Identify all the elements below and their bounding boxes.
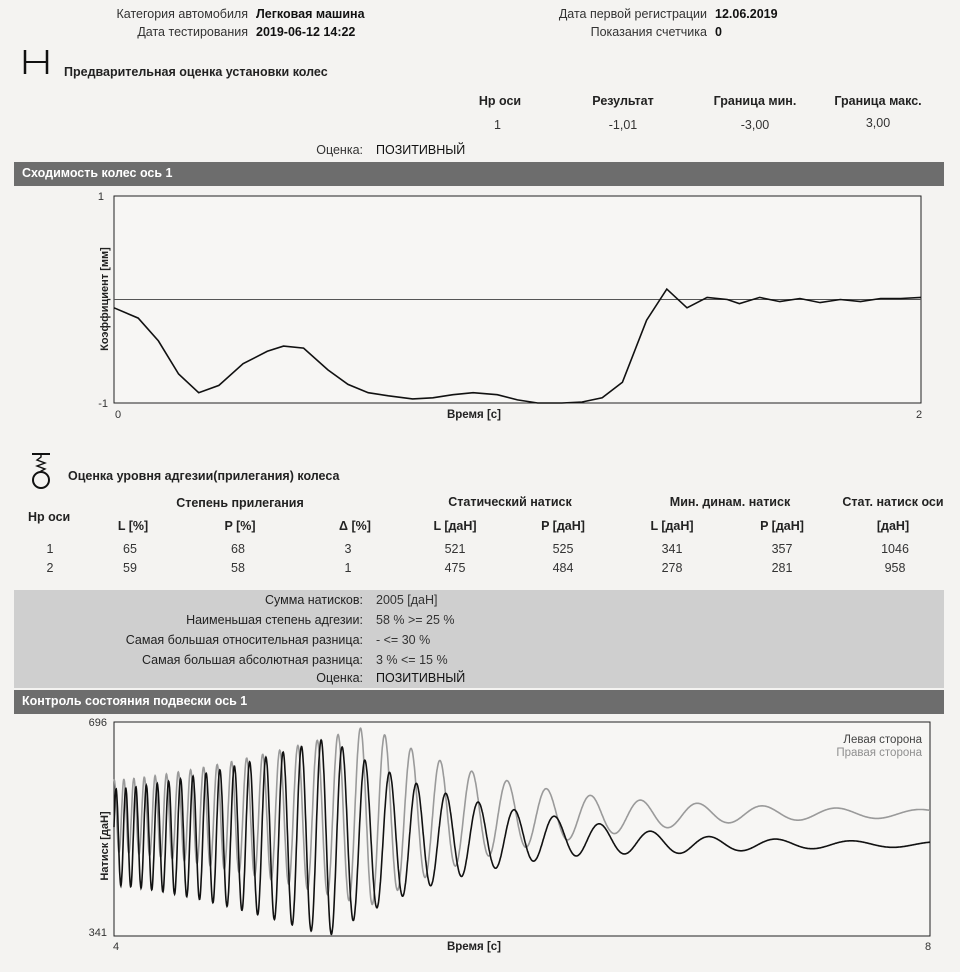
col-axle: Нр оси <box>478 94 522 108</box>
summary-value: 3 % <= 15 % <box>376 653 448 667</box>
summary-label: Самая большая относительная разница: <box>125 633 363 647</box>
adhesion-group-static: Статический натиск <box>448 495 572 509</box>
adhesion-cell: 58 <box>231 561 245 575</box>
suspension-chart-ylabel: Натиск [даН] <box>99 811 111 881</box>
toe-chart-xtick-right: 2 <box>915 409 923 421</box>
alignment-rating-label: Оценка: <box>316 143 363 157</box>
test-date-label: Дата тестирования <box>137 25 248 39</box>
summary-label: Самая большая абсолютная разница: <box>142 653 363 667</box>
alignment-rating-value: ПОЗИТИВНЫЙ <box>376 143 466 157</box>
suspension-band-title: Контроль состояния подвески ось 1 <box>22 694 248 708</box>
registration-value: 12.06.2019 <box>715 7 778 21</box>
adhesion-subheader: L [%] <box>117 519 149 533</box>
adhesion-cell: 3 <box>344 542 352 556</box>
adhesion-group-contact: Степень прилегания <box>176 496 304 510</box>
legend-left-side: Левая сторона <box>843 734 922 746</box>
adhesion-cell: 68 <box>231 542 245 556</box>
toe-chart <box>0 186 960 426</box>
adhesion-subheader: P [даН] <box>760 519 804 533</box>
suspension-chart-xtick-left: 4 <box>112 941 120 953</box>
summary-value: 2005 [даН] <box>376 593 438 607</box>
adhesion-cell: 484 <box>552 561 574 575</box>
adhesion-subheader: L [даН] <box>433 519 477 533</box>
suspension-chart-ytick-top: 696 <box>88 717 107 729</box>
adhesion-group-dynamic: Мин. динам. натиск <box>669 495 791 509</box>
cell-limit-max: 3,00 <box>865 116 891 130</box>
toe-chart-xlabel: Время [с] <box>446 409 502 421</box>
summary-label: Сумма натисков: <box>265 593 363 607</box>
col-limit-max: Граница макс. <box>834 94 922 108</box>
summary-rating-label: Оценка: <box>316 671 363 685</box>
cell-axle: 1 <box>494 118 501 132</box>
cell-limit-min: -3,00 <box>740 118 770 132</box>
alignment-band-title: Сходимость колес ось 1 <box>22 166 173 180</box>
adhesion-cell: 521 <box>444 542 466 556</box>
adhesion-cell: 525 <box>552 542 574 556</box>
summary-value: - <= 30 % <box>376 633 431 647</box>
odometer-value: 0 <box>715 25 722 39</box>
adhesion-col-axle: Нр оси <box>28 510 71 524</box>
adhesion-cell: 65 <box>123 542 137 556</box>
suspension-chart-xtick-right: 8 <box>924 941 932 953</box>
suspension-chart <box>0 714 960 970</box>
adhesion-cell: 281 <box>771 561 793 575</box>
adhesion-subheader: P [даН] <box>541 519 585 533</box>
adhesion-cell: 59 <box>123 561 137 575</box>
adhesion-title: Оценка уровня адгезии(прилегания) колеса <box>68 469 340 483</box>
adhesion-cell: 341 <box>661 542 683 556</box>
adhesion-cell: 278 <box>661 561 683 575</box>
summary-label: Наименьшая степень адгезии: <box>186 613 363 627</box>
cell-result: -1,01 <box>608 118 638 132</box>
adhesion-row-axle: 2 <box>46 561 54 575</box>
axle-icon <box>20 48 52 76</box>
summary-value: 58 % >= 25 % <box>376 613 455 627</box>
suspension-chart-ytick-bottom: 341 <box>88 927 107 939</box>
adhesion-group-axle-load: Стат. натиск оси <box>842 495 944 509</box>
toe-chart-ylabel: Коэффициент [мм] <box>99 247 111 351</box>
toe-chart-xtick-left: 0 <box>114 409 122 421</box>
col-result: Результат <box>592 94 654 108</box>
suspension-wheel-icon <box>28 452 54 490</box>
adhesion-cell: 1046 <box>881 542 909 556</box>
registration-label: Дата первой регистрации <box>558 7 707 21</box>
adhesion-cell: 357 <box>771 542 793 556</box>
adhesion-cell: 958 <box>884 561 906 575</box>
adhesion-subheader: Δ [%] <box>339 519 371 533</box>
suspension-chart-xlabel: Время [с] <box>446 941 502 953</box>
legend-right-side: Правая сторона <box>836 747 922 759</box>
category-label: Категория автомобиля <box>116 7 248 21</box>
adhesion-cell: 1 <box>344 561 352 575</box>
adhesion-subheader: [даН] <box>876 519 910 533</box>
odometer-label: Показания счетчика <box>590 25 707 39</box>
adhesion-subheader: L [даН] <box>650 519 694 533</box>
suspension-band <box>14 690 944 714</box>
test-date-value: 2019-06-12 14:22 <box>256 25 356 39</box>
alignment-band <box>14 162 944 186</box>
summary-rating-value: ПОЗИТИВНЫЙ <box>376 671 466 685</box>
category-value: Легковая машина <box>256 7 365 21</box>
col-limit-min: Граница мин. <box>713 94 797 108</box>
adhesion-cell: 475 <box>444 561 466 575</box>
adhesion-subheader: P [%] <box>224 519 256 533</box>
alignment-title: Предварительная оценка установки колес <box>64 65 328 79</box>
toe-chart-ytick-top: 1 <box>97 191 104 203</box>
adhesion-row-axle: 1 <box>46 542 54 556</box>
toe-chart-ytick-bottom: -1 <box>98 398 108 410</box>
